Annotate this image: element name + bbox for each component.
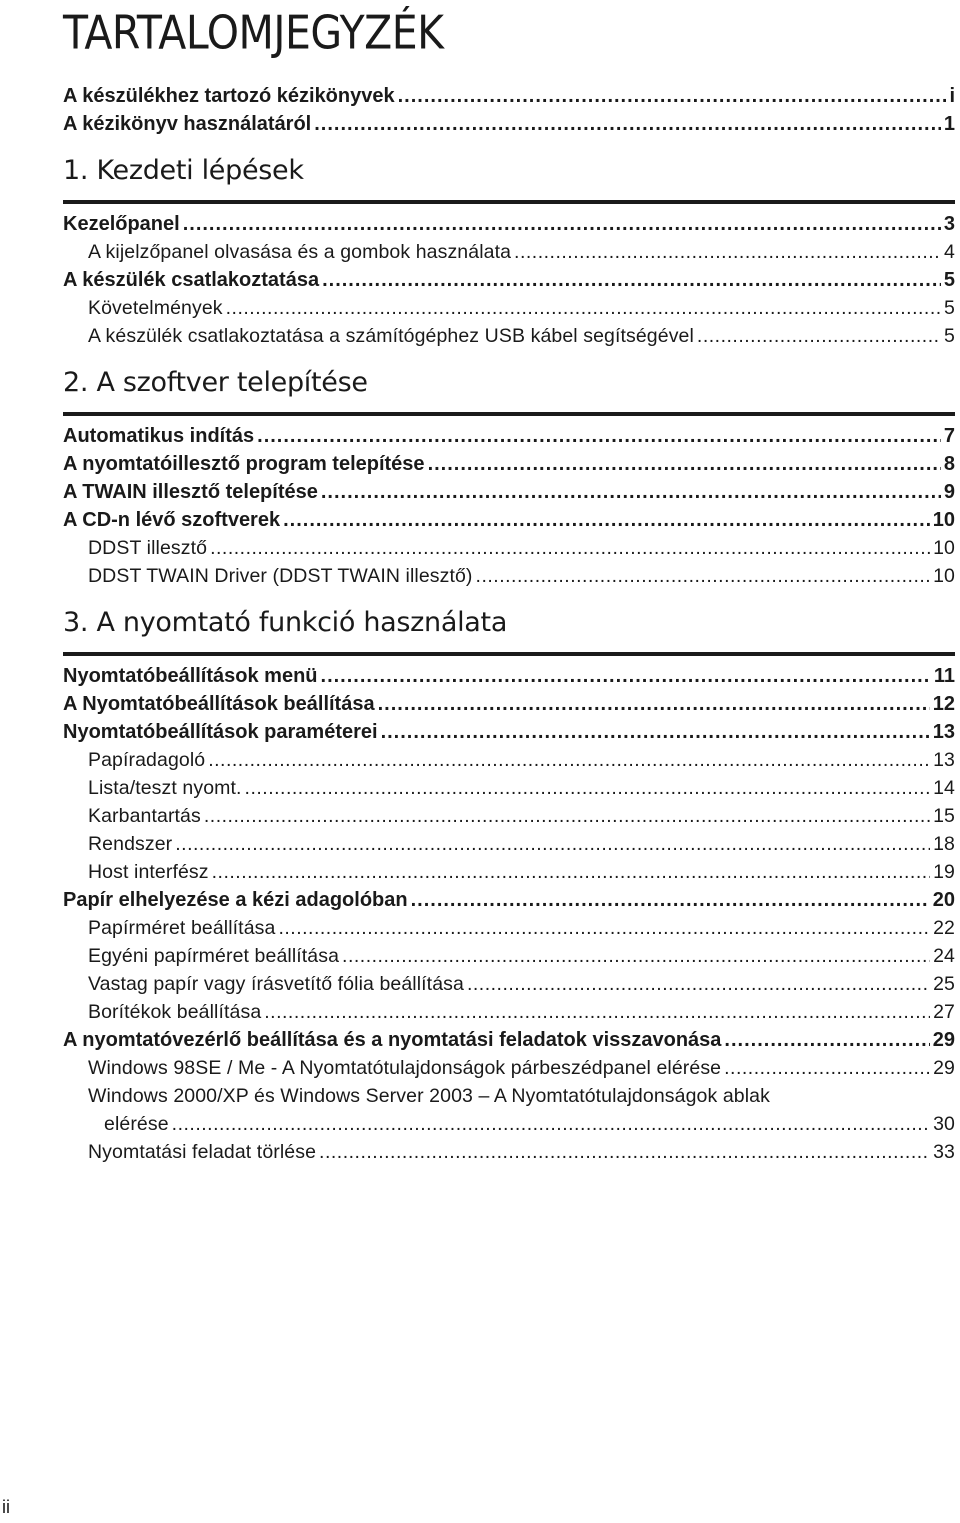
toc-entry[interactable] xyxy=(63,942,955,970)
toc-entry[interactable] xyxy=(63,238,955,266)
dot-leader xyxy=(411,886,930,914)
toc-entry-title: Borítékok beállítása xyxy=(88,1001,262,1023)
dot-leader xyxy=(398,82,947,110)
dot-leader xyxy=(322,266,941,294)
toc-entry[interactable] xyxy=(63,506,955,534)
toc-entry-page: 9 xyxy=(943,481,955,503)
dot-leader xyxy=(245,774,931,802)
toc-entry[interactable] xyxy=(63,970,955,998)
toc-entry-page: i xyxy=(949,85,955,107)
toc-entry-title: A nyomtatóillesztő program telepítése xyxy=(63,453,425,475)
toc-entry-title: Követelmények xyxy=(88,297,223,319)
toc-entry-page: 11 xyxy=(933,665,955,687)
toc-entry-title: Vastag papír vagy írásvetítő fólia beállítása xyxy=(88,973,464,995)
toc-entry[interactable] xyxy=(63,478,955,506)
toc-entry-title: A készülék csatlakoztatása xyxy=(63,269,320,291)
toc-entry-title: Rendszer xyxy=(88,833,173,855)
dot-leader xyxy=(319,1138,930,1166)
dot-leader xyxy=(210,534,930,562)
toc-entry-page: 15 xyxy=(933,805,955,827)
toc-entry-title: A TWAIN illesztő telepítése xyxy=(63,481,318,503)
toc-entry[interactable] xyxy=(63,210,955,238)
dot-leader xyxy=(208,746,930,774)
toc-entry-title: A készülékhez tartozó kézikönyvek xyxy=(63,85,395,107)
toc-entry[interactable] xyxy=(63,110,955,138)
chapter-heading[interactable]: 1. Kezdeti lépések xyxy=(63,146,955,204)
toc-entry[interactable] xyxy=(63,450,955,478)
dot-leader xyxy=(183,210,941,238)
toc-entry[interactable] xyxy=(63,914,955,942)
dot-leader xyxy=(378,690,930,718)
dot-leader xyxy=(321,662,931,690)
toc-entry-title: Nyomtatóbeállítások paraméterei xyxy=(63,721,378,743)
toc-entry-title: DDST TWAIN Driver (DDST TWAIN illesztő) xyxy=(88,565,473,587)
toc-entry[interactable] xyxy=(63,802,955,830)
toc-entry-title: Nyomtatási feladat törlése xyxy=(88,1141,317,1163)
toc-entry[interactable] xyxy=(63,266,955,294)
toc-entry[interactable] xyxy=(63,662,955,690)
toc-entry-title: Kezelőpanel xyxy=(63,213,180,235)
toc-entry[interactable] xyxy=(63,1026,955,1054)
toc-entry[interactable] xyxy=(63,1138,955,1166)
toc-entry-page: 5 xyxy=(944,325,955,347)
toc-entry-title: Windows 2000/XP és Windows Server 2003 – A Nyomtatótulajdonságok ablak xyxy=(88,1085,770,1107)
toc-entry-title: Host interfész xyxy=(88,861,209,883)
dot-leader xyxy=(278,914,930,942)
toc-entry[interactable] xyxy=(63,534,955,562)
toc-entry-title: A kézikönyv használatáról xyxy=(63,113,312,135)
toc-entry-page: 13 xyxy=(932,721,955,743)
toc-entry-title: DDST illesztő xyxy=(88,537,208,559)
toc-entry[interactable] xyxy=(63,1054,955,1082)
toc-entry-title: Papír elhelyezése a kézi adagolóban xyxy=(63,889,408,911)
toc-entry-page: 13 xyxy=(933,749,955,771)
toc-entry-title: A kijelzőpanel olvasása és a gombok használata xyxy=(88,241,512,263)
dot-leader xyxy=(476,562,931,590)
dot-leader xyxy=(724,1054,930,1082)
toc-entry-title: Egyéni papírméret beállítása xyxy=(88,945,340,967)
dot-leader xyxy=(175,830,930,858)
toc-entry-page: 24 xyxy=(933,945,955,967)
toc-entry-title-continued: elérése xyxy=(104,1113,169,1135)
dot-leader xyxy=(724,1026,929,1054)
toc-entry-page: 12 xyxy=(932,693,955,715)
toc-entry-page: 7 xyxy=(943,425,955,447)
toc-entry-page: 4 xyxy=(944,241,955,263)
toc-entry-page: 25 xyxy=(933,973,955,995)
dot-leader xyxy=(212,858,931,886)
dot-leader xyxy=(226,294,941,322)
toc-entry-page: 20 xyxy=(932,889,955,911)
dot-leader xyxy=(467,970,930,998)
toc-entry-title: A Nyomtatóbeállítások beállítása xyxy=(63,693,375,715)
toc-entry-page: 18 xyxy=(933,833,955,855)
toc-entry-page: 3 xyxy=(943,213,955,235)
toc-entry-page: 8 xyxy=(943,453,955,475)
toc-entry[interactable] xyxy=(63,322,955,350)
toc-entry-title: A CD-n lévő szoftverek xyxy=(63,509,281,531)
toc-entry[interactable] xyxy=(63,774,955,802)
dot-leader xyxy=(314,110,941,138)
dot-leader xyxy=(257,422,941,450)
toc-entry-title: Papíradagoló xyxy=(88,749,206,771)
toc-entry[interactable] xyxy=(63,82,955,110)
toc-entry[interactable] xyxy=(63,886,955,914)
toc-entry[interactable] xyxy=(63,562,955,590)
dot-leader xyxy=(172,1110,930,1138)
dot-leader xyxy=(428,450,941,478)
dot-leader xyxy=(321,478,941,506)
toc-entry[interactable] xyxy=(63,718,955,746)
toc-entry-page: 19 xyxy=(933,861,955,883)
toc-entry-page: 22 xyxy=(933,917,955,939)
chapter-heading[interactable]: 3. A nyomtató funkció használata xyxy=(63,598,955,656)
dot-leader xyxy=(514,238,941,266)
toc-entry[interactable] xyxy=(63,422,955,450)
toc-entry-page: 33 xyxy=(933,1141,955,1163)
toc-entry-page: 5 xyxy=(944,297,955,319)
dot-leader xyxy=(342,942,930,970)
toc-entry-title: A nyomtatóvezérlő beállítása és a nyomtatási feladatok visszavonása xyxy=(63,1029,722,1051)
toc-entry-page: 30 xyxy=(933,1113,955,1135)
toc-entry-title: A készülék csatlakoztatása a számítógéphez USB kábel segítségével xyxy=(88,325,694,347)
toc-entry-title: Automatikus indítás xyxy=(63,425,255,447)
toc-entry-page: 10 xyxy=(933,537,955,559)
chapter-heading[interactable]: 2. A szoftver telepítése xyxy=(63,358,955,416)
toc-entry-title: Papírméret beállítása xyxy=(88,917,276,939)
toc-entry[interactable] xyxy=(63,294,955,322)
toc-entry[interactable] xyxy=(63,830,955,858)
dot-leader xyxy=(697,322,941,350)
dot-leader xyxy=(381,718,930,746)
toc-entry-title: Nyomtatóbeállítások menü xyxy=(63,665,318,687)
toc-entry-page: 10 xyxy=(932,509,955,531)
toc-entry-title: Lista/teszt nyomt. xyxy=(88,777,242,799)
toc-entry[interactable] xyxy=(63,746,955,774)
dot-leader xyxy=(204,802,930,830)
toc-entry[interactable] xyxy=(63,998,955,1026)
toc-entry[interactable] xyxy=(63,858,955,886)
toc-entry-page: 10 xyxy=(933,565,955,587)
page-title: TARTALOMJEGYZÉK xyxy=(63,6,444,60)
toc-entry-page: 29 xyxy=(933,1057,955,1079)
page-number: ii xyxy=(2,1497,10,1517)
toc-entry-page: 5 xyxy=(943,269,955,291)
toc-entry-page: 29 xyxy=(932,1029,955,1051)
toc-entry-page: 27 xyxy=(933,1001,955,1023)
toc-entry-title: Windows 98SE / Me - A Nyomtatótulajdonságok párbeszédpanel elérése xyxy=(88,1057,722,1079)
table-of-contents xyxy=(63,82,955,1166)
dot-leader xyxy=(283,506,930,534)
toc-entry-page: 1 xyxy=(943,113,955,135)
toc-entry[interactable] xyxy=(63,1082,955,1138)
toc-entry-page: 14 xyxy=(933,777,955,799)
toc-entry[interactable] xyxy=(63,690,955,718)
dot-leader xyxy=(264,998,930,1026)
toc-entry-title: Karbantartás xyxy=(88,805,201,827)
